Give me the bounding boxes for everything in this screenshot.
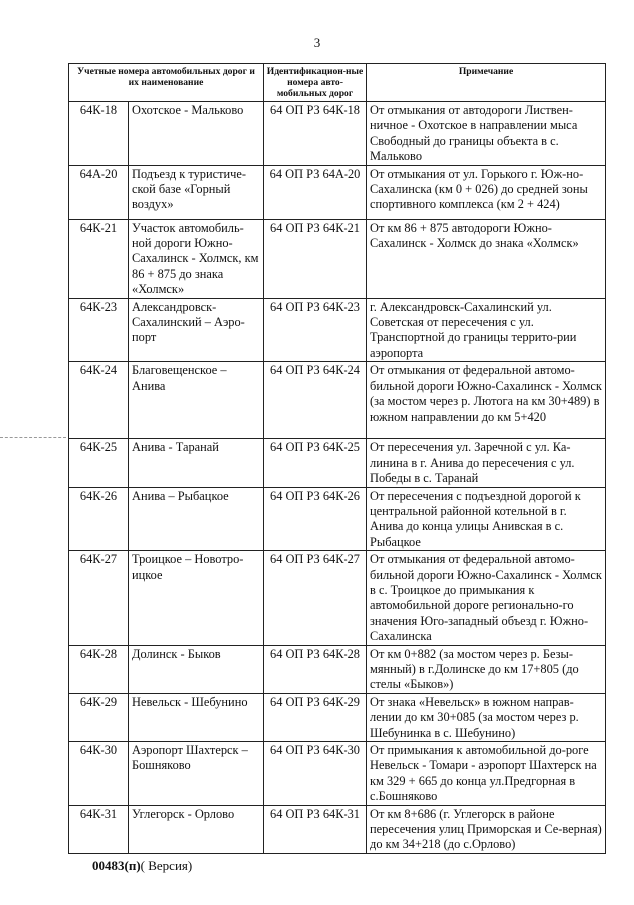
road-note: От примыкания к автомобильной до-роге Невельск - Томари - аэропорт Шахтерск на км 329 + 665 до конца ул.Предгорная в с.Бошняково: [367, 742, 606, 806]
table-header-row: [69, 64, 606, 102]
road-code: 64К-23: [69, 298, 129, 362]
road-ident: 64 ОП РЗ 64К-24: [264, 362, 367, 439]
table-row: [69, 742, 606, 806]
road-code: 64К-29: [69, 693, 129, 741]
road-note: От отмыкания от федеральной автомо-бильной дороги Южно-Сахалинск - Холмск (за мостом через р. Лютога на км 30+489) в южном направлении до км 5+420: [367, 362, 606, 439]
road-code: 64К-21: [69, 219, 129, 298]
table-row: [69, 487, 606, 551]
road-ident: 64 ОП РЗ 64А-20: [264, 165, 367, 219]
road-ident: 64 ОП РЗ 64К-27: [264, 551, 367, 645]
road-code: 64К-28: [69, 645, 129, 693]
road-name: Троицкое – Новотро-ицкое: [129, 551, 264, 645]
road-code: 64К-26: [69, 487, 129, 551]
road-name: Александровск-Сахалинский – Аэро-порт: [129, 298, 264, 362]
road-note: От отмыкания от автодороги Листвен-ничное - Охотское в направлении мыса Свободный до границы объекта в с. Мальково: [367, 102, 606, 166]
road-code: 64К-31: [69, 805, 129, 853]
table-row: [69, 298, 606, 362]
road-note: От отмыкания от ул. Горького г. Юж-но-Сахалинска (км 0 + 026) до средней зоны спортивного комплекса (км 2 + 424): [367, 165, 606, 219]
footer-code: 00483(п): [92, 858, 141, 873]
header-note: Примечание: [367, 64, 606, 102]
page-number: 3: [313, 35, 321, 50]
road-ident: 64 ОП РЗ 64К-30: [264, 742, 367, 806]
header-ident: Идентификацион-ные номера авто-мобильных дорог: [264, 64, 367, 102]
road-code: 64К-27: [69, 551, 129, 645]
road-name: Долинск - Быков: [129, 645, 264, 693]
road-code: 64К-24: [69, 362, 129, 439]
road-note: г. Александровск-Сахалинский ул. Советская от пересечения с ул. Транспортной до границы террито-рии аэропорта: [367, 298, 606, 362]
road-note: От пересечения с подъездной дорогой к центральной районной котельной в г. Анива до конца улицы Анивская в с. Рыбацкое: [367, 487, 606, 551]
road-code: 64К-30: [69, 742, 129, 806]
road-name: Подъезд к туристиче-ской базе «Горный воздух»: [129, 165, 264, 219]
road-note: От знака «Невельск» в южном направ-лении до км 30+085 (за мостом через р. Шебунинка в с. Шебунино): [367, 693, 606, 741]
road-note: От км 0+882 (за мостом через р. Безы-мянный) в г.Долинске до км 17+805 (до стелы «Быков»): [367, 645, 606, 693]
table-row: [69, 805, 606, 853]
road-ident: 64 ОП РЗ 64К-31: [264, 805, 367, 853]
table-body: [69, 102, 606, 854]
road-code: 64К-25: [69, 439, 129, 487]
road-name: Анива – Рыбацкое: [129, 487, 264, 551]
road-ident: 64 ОП РЗ 64К-23: [264, 298, 367, 362]
table-row: [69, 551, 606, 645]
road-code: 64К-18: [69, 102, 129, 166]
road-note: От км 8+686 (г. Углегорск в районе пересечения улиц Приморская и Се-верная) до км 34+218 (до с.Орлово): [367, 805, 606, 853]
road-name: Аэропорт Шахтерск – Бошняково: [129, 742, 264, 806]
table-row: [69, 439, 606, 487]
road-ident: 64 ОП РЗ 64К-26: [264, 487, 367, 551]
road-ident: 64 ОП РЗ 64К-21: [264, 219, 367, 298]
road-name: Невельск - Шебунино: [129, 693, 264, 741]
road-ident: 64 ОП РЗ 64К-18: [264, 102, 367, 166]
table-row: [69, 102, 606, 166]
road-note: От км 86 + 875 автодороги Южно-Сахалинск - Холмск до знака «Холмск»: [367, 219, 606, 298]
table-row: [69, 362, 606, 439]
road-name: Углегорск - Орлово: [129, 805, 264, 853]
footer: [92, 858, 192, 874]
road-ident: 64 ОП РЗ 64К-28: [264, 645, 367, 693]
road-ident: 64 ОП РЗ 64К-25: [264, 439, 367, 487]
scan-artifact-line: [0, 437, 66, 438]
road-note: От пересечения ул. Заречной с ул. Ка-линина в г. Анива до пересечения с ул. Победы в с. Таранай: [367, 439, 606, 487]
road-note: От отмыкания от федеральной автомо-бильной дороги Южно-Сахалинск - Холмск в с. Троицкое до примыкания к автомобильной дороге регионально-го значения Юго-западный объезд г. Южно-Сахалинска: [367, 551, 606, 645]
roads-table: [68, 63, 606, 854]
road-name: Охотское - Мальково: [129, 102, 264, 166]
road-ident: 64 ОП РЗ 64К-29: [264, 693, 367, 741]
road-name: Участок автомобиль-ной дороги Южно-Сахалинск - Холмск, км 86 + 875 до знака «Холмск»: [129, 219, 264, 298]
footer-version: ( Версия): [140, 858, 193, 873]
table-row: [69, 693, 606, 741]
road-name: Анива - Таранай: [129, 439, 264, 487]
road-code: 64А-20: [69, 165, 129, 219]
table-row: [69, 219, 606, 298]
header-code-name: Учетные номера автомобильных дорог и их наименование: [69, 64, 264, 102]
table-row: [69, 165, 606, 219]
road-name: Благовещенское – Анива: [129, 362, 264, 439]
table-row: [69, 645, 606, 693]
